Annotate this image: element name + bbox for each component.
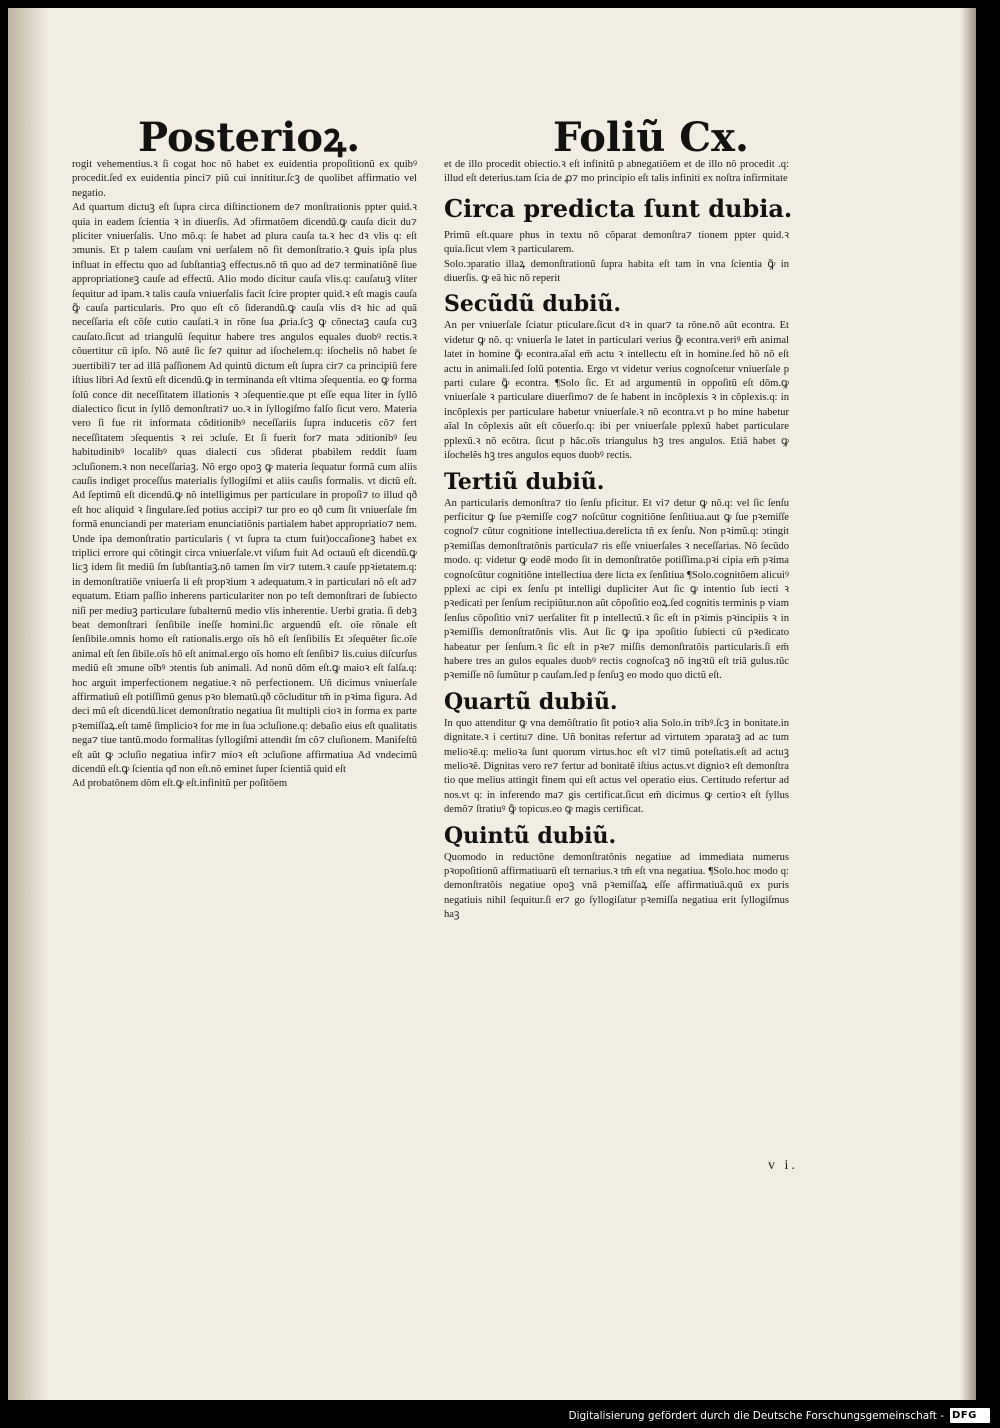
paragraph: Ad probatõnem dõm eſt.ꝙ eſt.infinitũ per poſitõem	[72, 778, 288, 790]
dubium-heading: Secũdũ dubiũ.	[444, 291, 622, 318]
funding-credit: Digitalisierung gefördert durch die Deutsche Forschungsgemeinschaft -	[568, 1410, 944, 1422]
paragraph: In quo attenditur ꝙ vna demõſtratio ſit potioꝛ alia Solo.in tribꝰ.ſcꝫ in bonitate.in dignitate.ꝛ i certitu⁊ dine. Uñ bonitas refertur ad virtutem ↄparataꝫ ad ac tum melioꝛẽ.q: melioꝛa ſunt quorum virtus.hoc eſt vl⁊ timũ poteſtatis.eſt ad actuꝫ melioꝛẽ. Dignitas vero re⁊ fertur ad bonitatẽ iſtius actus.vt dignioꝛ eſt demonſtra tio que melius attingit finem qui eſt actus vel operatio eius. Certitudo refertur ad nos.vt q: in inferendo ma⁊ gis certificat.ſicut em̃ dicimus ꝙ certioꝛ eſt ſyllus demõ⁊ ſtratiuꝰ ꝙ̃ topicus.eo ꝙ magis certificat.	[444, 717, 789, 816]
left-text-column	[72, 158, 417, 792]
section-heading: Circa predicta ſunt dubia.	[444, 193, 793, 223]
paragraph: Primũ eſt.quare phus in textu nõ cõparat demonſtra⁊ tionem ppter quid.ꝛ quia.ſicut vlem ꝛ particularem.	[444, 229, 789, 256]
dfg-logo-text: DFG	[952, 1410, 977, 1421]
paragraph: Ad quartum dictuꝫ eſt ſupra circa diſtinctionem de⁊ monſtrationis ppter quid.ꝛ quia in eadem ſcientia ꝛ in diuerſis. Ad ↄfirmatõem dicendũ.ꝙ cauſa dicit du⁊ pliciter vniuerſalis. Uno mõ.q: ſe habet ad plura cauſa ta.ꝛ hec dꝛ vlis q: eſt ↄmunis. Et p talem cauſam vni uerſalem nõ fit demonſtratio.ꝛ ꝙuis ipſa plus influat in effectu quo ad ſubſtantiaꝫ effectus.nõ tñ quo ad de⁊ terminatiõnẽ ſiue appropriationeꝫ cauſe ad effectũ. Alio modo dicitur cauſa vlis.q: cauſatuꝫ vliter ſequitur ad ipam.ꝛ talis cauſa vniuerſalis facit ſcire propter quid.ꝛ eſt magis cauſa ꝙ̃ cauſa particularis. Pro quo eſt cõ ſiderandũ.ꝙ cauſa vlis dꝛ hic ad quã neceſſaria eſt cõſe cutio cauſati.ꝛ in rõne ſua ꝓria.ſcꝫ ꝙ cõnectaꝫ cauſa cuꝫ cauſato.ſicut ad triangulũ ſequitur habere tres angulos equales duobꝰ rectis.ꝛ cõuertitur cũ ipſo. Nõ autẽ ſic ſe⁊ quitur ad iſochelem.q: iſochelis nõ habet ſe ↄuertibili⁊ ter ad illã paſſionem Ad quintũ dictum eſt ſupra cir⁊ ca principiũ fere iſtius libri Ad ſextũ eſt dicendũ.ꝙ in terminanda eſt vltima ↄſequentia. eo ꝙ forma ſolũ conce dit neceſſitatem illationis ꝛ ↄſequentie.que pt eſſe equa liter in ſyllõ dialectico ſicut in ſyllõ demonſtrati⁊ uo.ꝛ in ſyllogiſmo falſo ſicut vero. Materia vero ſi fue rit informata cõditionibꝰ neceſſariis ſupra inducetis cõ⁊ fert neceſſitatem ↄſequentis ꝛ rei ↄcluſe. Et ſi fuerit for⁊ mata ↄditionibꝰ ſeu habitudinibꝰ localibꝰ quas dialecti cus ↄſiderat pbabilem reddit ſuam ↄcluſionem.ꝛ non neceſſariaꝫ. Nõ ergo opoꝫ ꝙ materia ſequatur formã cum aliis cauſis indiget proceſſus materialis ſyllogiſmi et aliis cauſis formalis. vt dictũ eſt. Ad ſeptimũ eſt dicendũ.ꝙ nõ intelligimus per particulare in propoſi⁊ to illud qð eſt hoc aliquid ꝛ ſingulare.ſed potius accipi⁊ tur pro eo qð cum ſit vniuerſale ſm formã enunciandi per materiam enunciatiõnis partialem habet appropriatio⁊ nem. Unde ipa demonſtratio particularis ( vt ſupra ta ctum fuit)occaſioneꝫ habet ex triplici errore qui cõtingit circa vniuerſale.vt viſum fuit Ad octauũ eſt dicendũ.ꝙ licꝫ idem ſit mediũ ſm ſubſtantiaꝫ.nõ tamen ſm vir⁊ tutem.ꝛ cauſe ppꝛietatem.q: in demonſtratiõe vniuerſa li eſt propꝛium ꝛ adequatum.ꝛ in particulari nõ eſt ad⁊ equatum. Etiam paſſio inherens particulariter non po teſt demonſtrari de ſubiecto niſi per mediuꝫ particulare ſubalternũ medio vlis inherentie. Uerbi gratia. ſi debꝫ beat demonſtrari ſenſibile ineſſe homini.ſic arguendũ eſt. oĩe rõnale eſt ſenſibile.omnis homo eſt rationalis.ergo oĩs hõ eſt ſenſibilis Et ↄſequẽter ſic.oĩe animal eſt ſen ſibile.oĩs hõ eſt animal.ergo oĩs homo eſt ſenſibi⁊ lis.cuius diſcurſus mediũ eſt ↄmune oĩbꝰ ↄtentis ſub animali. Ad nonũ dõm eſt.ꝙ maioꝛ eſt falſa.q: hoc arguit imperfectionem negatiue.ꝛ nõ perfectionem. Uñ dicimus vniuerſale affirmatiuũ eſt potiſſimũ genus pꝛo blematũ.qð cõcluditur tm̃ in pꝛima figura. Ad deci mũ eſt dicendũ.licet demonſtratio negatiua ſit multipli cioꝛ in forma ex parte pꝛemiſſaꝝ.eſt tamẽ ſimplicioꝛ for me in ſua ↄcluſione.q: debaſio eius eſt qualitatis nega⁊ tiue tantũ.modo formalitas ſyllogiſmi attendit ſm cõ⁊ cluſionem. Manifeſtũ eſt aũt ꝙ ↄcluſio negatiua infir⁊ mioꝛ eſt ↄcluſione affirmatiua Ad vndecimũ dicendũ eſt.ꝙ ſcientia qđ non eſt.nõ eminet ſuper ſcientiã quid eſt	[72, 202, 417, 776]
paragraph: rogit vehementius.ꝛ ſi cogat hoc nõ habet ex euidentia propoſitionũ ex quibꝰ procedit.ſed ex euidentia pinci⁊ piũ cui innititur.ſcꝫ de quolibet affirmatio vel negatio.	[72, 159, 417, 199]
dubium-section	[444, 467, 789, 497]
paragraph: Solo.ↄparatio illaꝝ demonſtrationũ ſupra habita eſt tam in vna ſcientia ꝙ̃ in diuerſis. ꝙ eã hic nõ reperit	[444, 258, 789, 285]
signature-mark: v i.	[768, 1158, 798, 1173]
book-page	[8, 8, 976, 1400]
dfg-logo	[950, 1408, 990, 1423]
right-text-column	[444, 158, 793, 923]
dubium-section	[444, 687, 789, 717]
paragraph: et de illo procedit obiectio.ꝛ eſt infinitũ p abnegatiõem et de illo nõ procedit .q: illud eſt deterius.tam ſcia de ꝓ⁊ mo principio eſt talis infiniti ex noſtra infirmitate	[444, 159, 789, 185]
dubium-section	[444, 821, 789, 851]
footer-bar	[0, 1400, 1000, 1428]
dubium-heading: Quintũ dubiũ.	[444, 822, 617, 849]
dubium-heading: Tertiũ dubiũ.	[444, 468, 605, 495]
dubium-heading: Quartũ dubiũ.	[444, 688, 618, 715]
dubium-section	[444, 289, 789, 319]
paragraph: An particularis demonſtra⁊ tio ſenſu pficitur. Et vi⁊ detur ꝙ nõ.q: vel ſic ſenſu perficitur ꝙ ſue pꝛemiſſe cog⁊ noſcũtur cognitiõne ſenſitiua.aut ꝙ ſue pꝛemiſſe cognoſ⁊ cũtur cognitione intellectiua.derelicta tñ ex ſenſu. Non pꝛimũ.q: ↄtingit pꝛemiſſas demonſtratõnis particula⁊ ris eſſe vniuerſales ꝛ neceſſarias. Nõ ſecũdo modo. q: videtur ꝙ eodẽ modo ſit in demonſtratõe potiſſima.pꝛi cipia em̃ pꝛima cognoſcũtur cognitiõne intellectiua dere licta ex ſenſitiua ¶Solo.cognitõem alicuiꝰ pplexi ac cipi ex ſenſu pt intelligi dupliciter Aut ſic ꝙ intentio ſub iecti ꝛ pꝛedicati per ſenſum recipiũtur.non aũt cõpoſitio eoꝝ.ſed cognitis terminis p viam ſenſus cõpoſitio vni⁊ uerſaliter fit p intellectũ.ꝛ ſic eſt in pꝛimis pꝛincipiis ꝛ in pꝛemiſſis demonſtratõnis vlis. Aut ſic ꝙ ipa ↄpoſitio ſubiecti cũ pꝛedicato habeatur per ſenſum.ꝛ ſic eſt in pꝛe⁊ miſſis demonſtratõis particularis.ſi em̃ habere tres an gulos equales duobꝰ rectis cognoſcaꝫ nõ ingꝛtũ eſt triã gulus.tũc pꝛemiſſe nõ ſumũtur p cauſam.ſed p ſenſuꝫ eo modo quo dictũ eſt.	[444, 497, 789, 682]
paragraph: Quomodo in reductõne demonſtratõnis negatiue ad immediata numerus pꝛopoſitionũ affirmatiuarũ eſt ternarius.ꝛ tm̃ eſt vna negatiua. ¶Solo.hoc modo q: demonſtratõis negatiue opoꝫ vnã pꝛemiſſaꝝ eſſe affirmatiuã.quũ ex puris negatiuis nihil ſequitur.ſi er⁊ go ſyllogiſatur pꝛemiſſa negatiua erit ſyllogiſmus haꝫ	[444, 851, 789, 921]
paragraph: An per vniuerſale ſciatur pticulare.ſicut dꝛ in quar⁊ ta rõne.nõ aũt econtra. Et videtur ꝙ nõ. q: vniuerſa le latet in particulari verius ꝙ̃ econtra.veriꝰ em̃ animal latet in homine ꝙ̃ econtra.aĩal em̃ actu ꝛ intellectu eſt in homine.ſed hõ nõ eſt actu in animali.ſed ſolũ potentia. Ergo vt videtur verius cognoſcetur vniuerſale p parti culare ꝙ̃ econtra. ¶Solo ſic. Et ad argumentũ in oppoſitũ eſt dõm.ꝙ vniuerſale ꝛ particulare diuerſimo⁊ de ſe habent in incõplexis ꝛ in cõplexis.q: in incõplexis per particulare habetur vniuerſale.ꝛ nõ econtra.vt p ho mine habetur aĩal In cõplexis aũt eſt cõuerſo.q: ibi per vniuerſale pplexũ habet particulare pplexũ.ꝛ nõ ecõtra. ſicut p hãc.oĩs triangulus hꝫ tres angulos. Etiã habet ꝙ iſochelẽs hꝫ tres angulos equos duobꝰ rectis.	[444, 320, 789, 462]
running-head-folio: Foliũ Cx.	[553, 114, 749, 161]
running-head-left: Posterioꝝ.	[138, 114, 361, 161]
